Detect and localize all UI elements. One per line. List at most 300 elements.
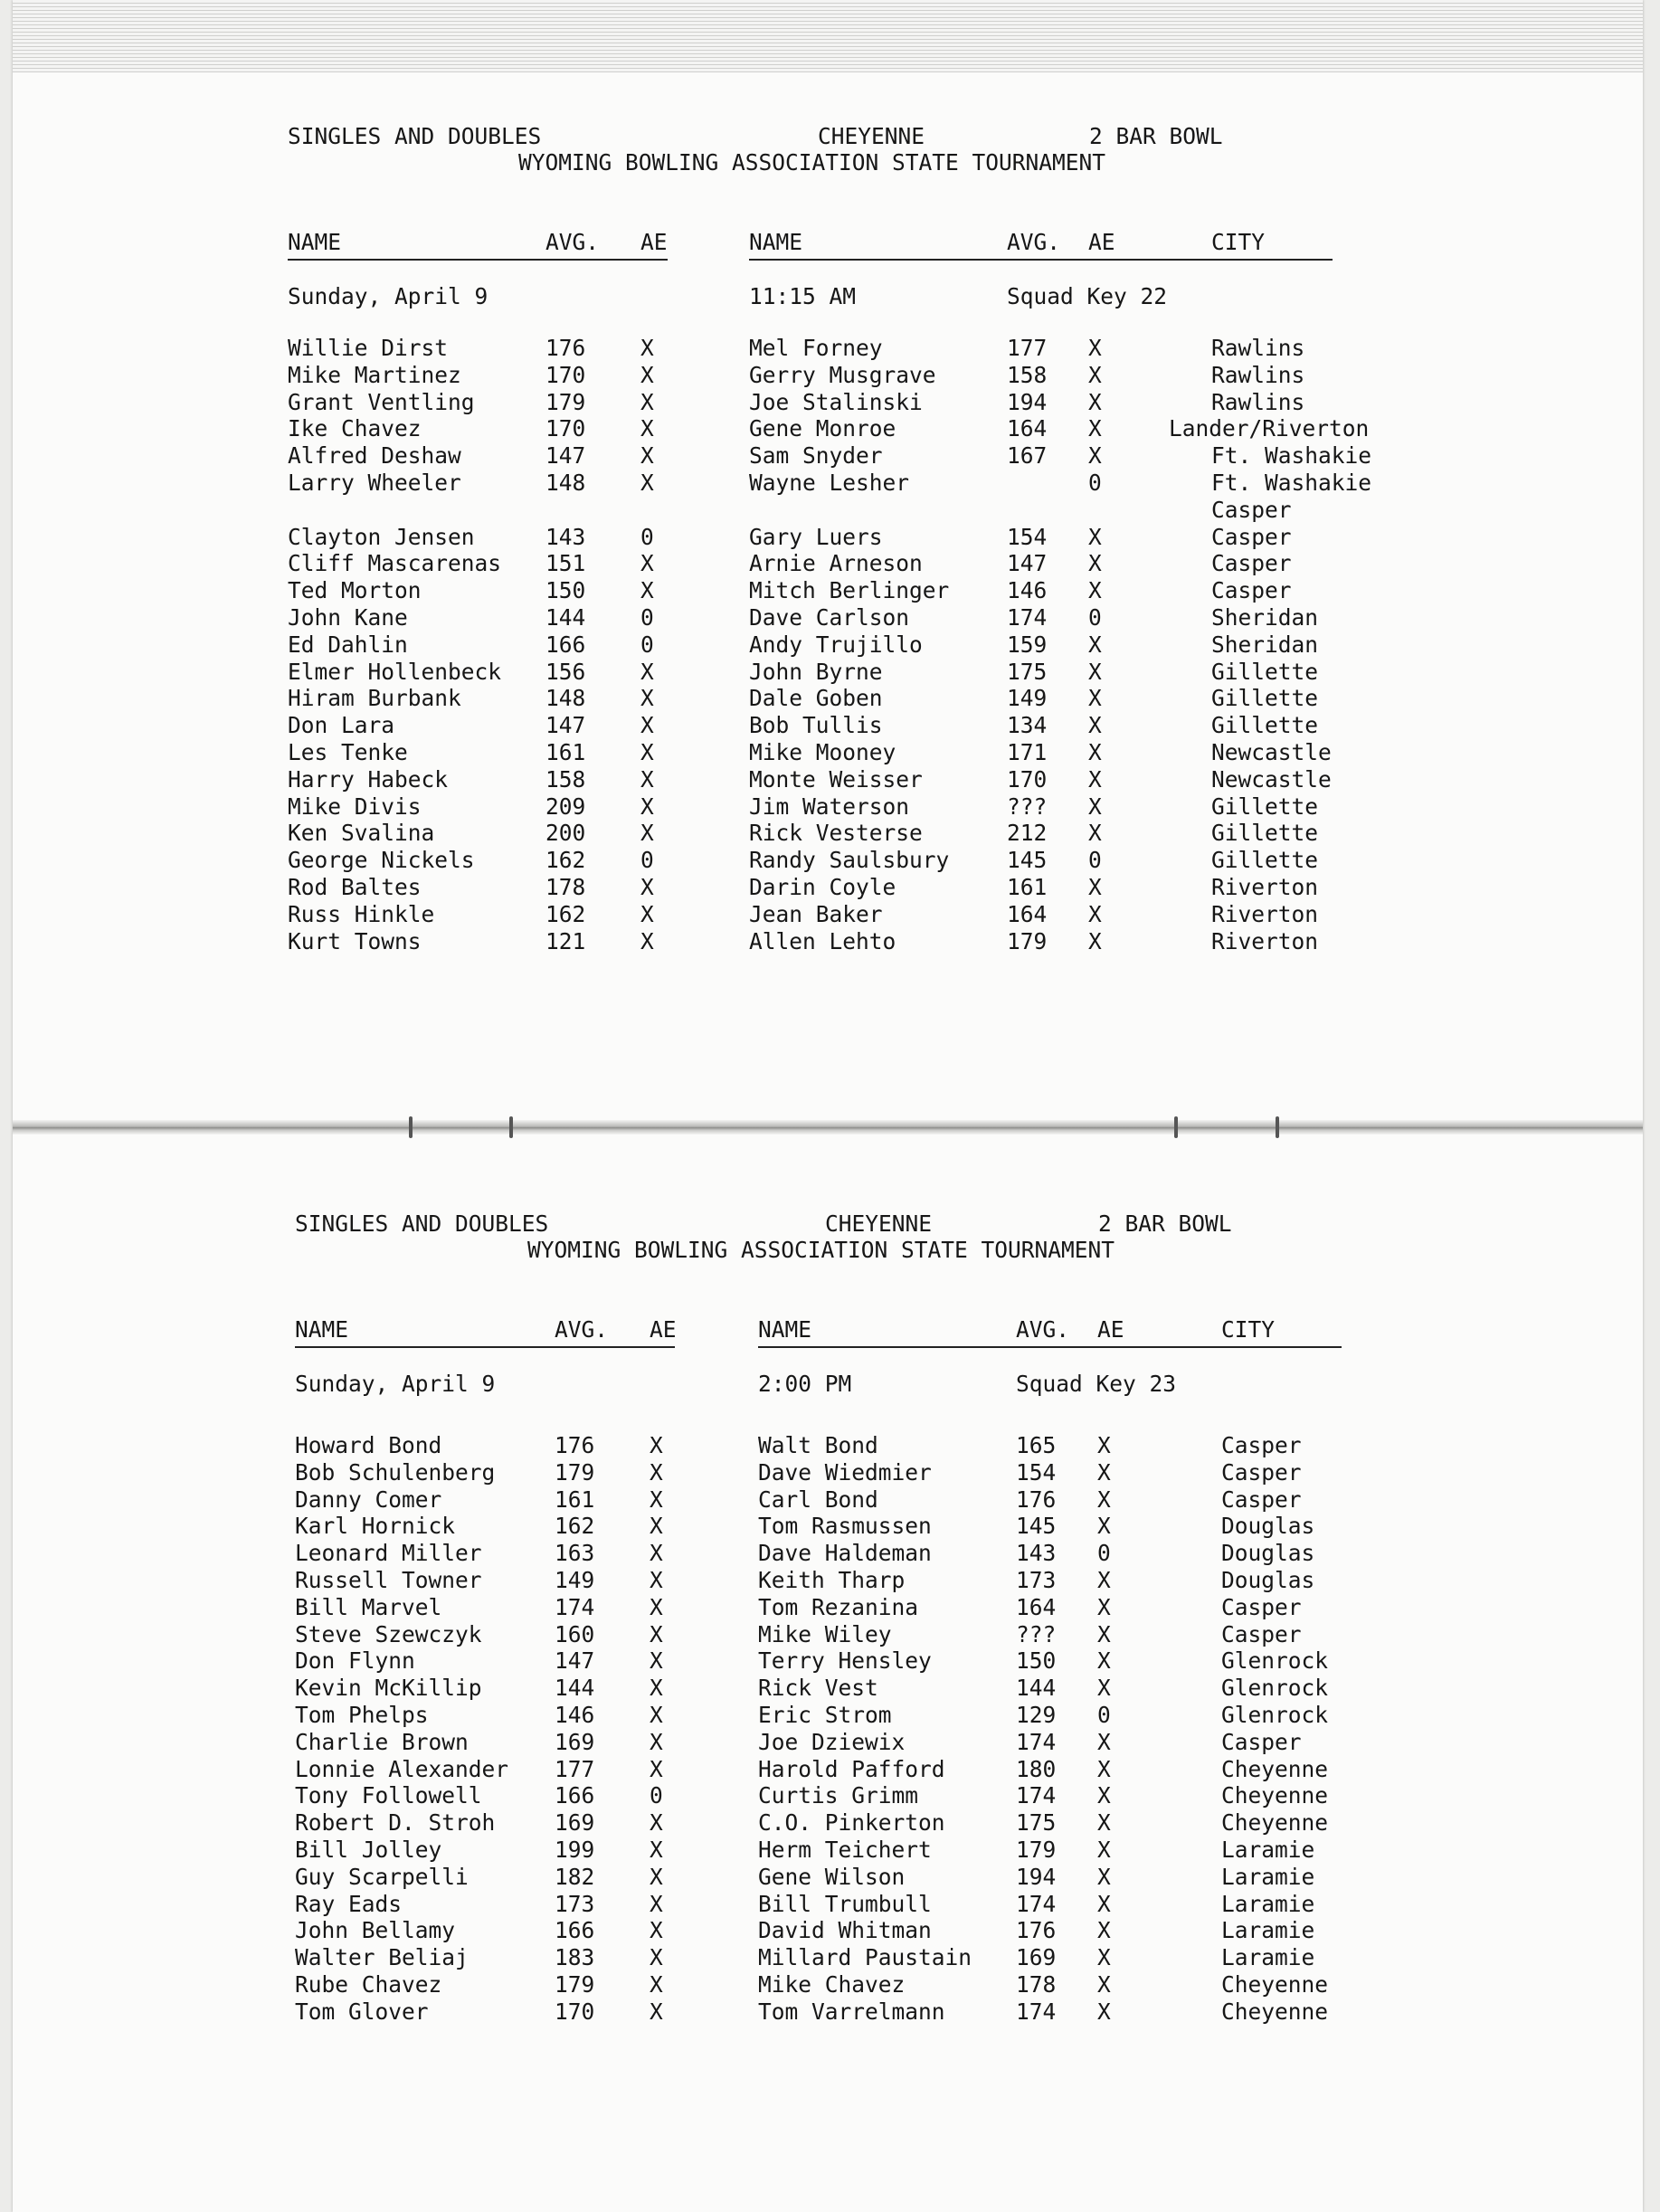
header-subtitle: WYOMING BOWLING ASSOCIATION STATE TOURNAMENT [518, 149, 1106, 176]
partner-average: 164 [1007, 415, 1048, 442]
partner-ae: X [1097, 1890, 1111, 1917]
table-row [0, 389, 1660, 416]
partner-name: Dave Wiedmier [758, 1458, 932, 1486]
squad-key: Squad Key 22 [1007, 283, 1168, 309]
partner-ae: X [1097, 1728, 1111, 1755]
table-row [0, 497, 1660, 524]
partner-average: 159 [1007, 631, 1048, 658]
header-right: 2 BAR BOWL [1089, 123, 1223, 149]
session-time: 2:00 PM [758, 1371, 852, 1397]
bowler-average: 162 [555, 1513, 595, 1540]
city: Lander/Riverton [1169, 415, 1370, 442]
bowler-name: Willie Dirst [288, 335, 449, 361]
partner-average: 179 [1007, 927, 1048, 954]
partner-average: 167 [1007, 442, 1048, 470]
partner-ae: X [1088, 335, 1102, 361]
partner-ae: X [1097, 1593, 1111, 1620]
partner-average: 174 [1007, 604, 1048, 631]
partner-name: Jean Baker [749, 900, 883, 927]
bowler-name: Steve Szewczyk [295, 1620, 482, 1647]
partner-ae: X [1097, 1675, 1111, 1702]
bowler-ae: X [640, 577, 654, 604]
bowler-average: 169 [555, 1809, 595, 1837]
bowler-name: Ray Eads [295, 1890, 403, 1917]
bowler-name: Danny Comer [295, 1486, 442, 1513]
partner-average: 178 [1016, 1971, 1057, 1998]
city: Casper [1221, 1486, 1302, 1513]
city: Gillette [1211, 793, 1319, 820]
bowler-name: Tom Glover [295, 1998, 429, 2025]
bowler-average: 170 [545, 415, 586, 442]
bowler-name: Mike Divis [288, 793, 422, 820]
table-row [0, 1647, 1660, 1675]
bowler-average: 170 [555, 1998, 595, 2025]
partner-average: 154 [1007, 523, 1048, 550]
partner-average: 194 [1016, 1863, 1057, 1890]
center-fold [13, 1120, 1643, 1134]
bowler-ae: X [650, 1675, 663, 1702]
table-row [0, 1837, 1660, 1864]
col-ae-1: AE [640, 229, 668, 255]
bowler-average: 161 [555, 1486, 595, 1513]
bowler-name: Russell Towner [295, 1567, 482, 1593]
table-row [0, 1917, 1660, 1944]
bowler-ae: X [640, 900, 654, 927]
bowler-ae: X [650, 1540, 663, 1567]
table-row [0, 1459, 1660, 1486]
city: Newcastle [1211, 739, 1332, 765]
partner-name: Gary Luers [749, 523, 883, 550]
bowler-ae: X [650, 1486, 663, 1513]
partner-ae: X [1097, 1998, 1111, 2025]
table-row [0, 1944, 1660, 1971]
table-row [0, 685, 1660, 712]
partner-name: Wayne Lesher [749, 470, 910, 496]
bowler-average: 147 [545, 442, 586, 470]
bowler-average: 163 [555, 1540, 595, 1567]
bowler-average: 151 [545, 550, 586, 577]
partner-ae: X [1097, 1432, 1111, 1458]
col-name-2: NAME [758, 1316, 812, 1343]
bowler-name: Hiram Burbank [288, 685, 461, 712]
partner-name: Mitch Berlinger [749, 577, 950, 604]
bowler-ae: 0 [650, 1782, 663, 1809]
partner-ae: X [1088, 712, 1102, 739]
partner-name: Gene Monroe [749, 415, 896, 442]
city: Casper [1211, 577, 1292, 604]
bowler-ae: X [650, 1593, 663, 1620]
bowler-name: Ted Morton [288, 577, 422, 604]
partner-average: 170 [1007, 765, 1048, 793]
partner-ae: X [1088, 577, 1102, 604]
col-name-1: NAME [288, 229, 342, 255]
partner-average: 176 [1016, 1486, 1057, 1513]
table-row [0, 362, 1660, 389]
partner-average: 173 [1016, 1567, 1057, 1593]
bowler-ae: X [640, 685, 654, 712]
partner-ae: X [1088, 658, 1102, 685]
city: Laramie [1221, 1837, 1315, 1863]
partner-name: Sam Snyder [749, 442, 883, 470]
table-row [0, 1729, 1660, 1756]
bowler-ae: X [650, 1890, 663, 1917]
partner-average: 174 [1016, 1890, 1057, 1917]
table-row [0, 766, 1660, 793]
city: Riverton [1211, 900, 1319, 927]
bowler-name: Robert D. Stroh [295, 1809, 496, 1837]
partner-average: 134 [1007, 712, 1048, 739]
partner-average: 176 [1016, 1917, 1057, 1944]
city: Laramie [1221, 1890, 1315, 1917]
partner-ae: X [1097, 1458, 1111, 1486]
bowler-average: 162 [545, 847, 586, 874]
table-row [0, 901, 1660, 928]
header-subtitle: WYOMING BOWLING ASSOCIATION STATE TOURNAMENT [527, 1237, 1115, 1263]
table-row [0, 1998, 1660, 2026]
partner-name: Herm Teichert [758, 1837, 932, 1863]
staple [409, 1116, 413, 1138]
partner-name: Monte Weisser [749, 765, 923, 793]
city: Casper [1221, 1728, 1302, 1755]
bowler-ae: X [650, 1702, 663, 1728]
table-row [0, 1567, 1660, 1594]
table-row [0, 1432, 1660, 1459]
bowler-name: Karl Hornick [295, 1513, 456, 1540]
city: Newcastle [1211, 765, 1332, 793]
partner-ae: X [1097, 1837, 1111, 1863]
city: Rawlins [1211, 361, 1305, 388]
bowler-ae: X [650, 1971, 663, 1998]
table-row [0, 712, 1660, 739]
bowler-ae: 0 [640, 847, 654, 874]
city: Casper [1221, 1593, 1302, 1620]
partner-average: 174 [1016, 1782, 1057, 1809]
city: Glenrock [1221, 1675, 1329, 1702]
partner-ae: X [1088, 388, 1102, 415]
bowler-ae: X [650, 1513, 663, 1540]
bowler-name: Rod Baltes [288, 874, 422, 900]
city: Casper [1211, 496, 1292, 523]
bowler-name: Larry Wheeler [288, 470, 461, 496]
partner-name: David Whitman [758, 1917, 932, 1944]
bowler-name: Russ Hinkle [288, 900, 435, 927]
header-center: CHEYENNE [825, 1210, 933, 1237]
partner-name: Tom Rezanina [758, 1593, 919, 1620]
partner-average: 177 [1007, 335, 1048, 361]
bowler-ae: X [650, 1809, 663, 1837]
bowler-name: George Nickels [288, 847, 475, 874]
bowler-ae: X [650, 1917, 663, 1944]
bowler-average: 177 [555, 1755, 595, 1782]
bowler-average: 179 [555, 1971, 595, 1998]
partner-average: 175 [1007, 658, 1048, 685]
bowler-name: Tom Phelps [295, 1702, 429, 1728]
bowler-name: Charlie Brown [295, 1728, 469, 1755]
partner-average: 129 [1016, 1702, 1057, 1728]
partner-name: C.O. Pinkerton [758, 1809, 945, 1837]
bowler-ae: 0 [640, 604, 654, 631]
partner-name: Eric Strom [758, 1702, 892, 1728]
partner-ae: X [1088, 900, 1102, 927]
city: Casper [1211, 523, 1292, 550]
partner-average: ??? [1007, 793, 1048, 820]
city: Sheridan [1211, 631, 1319, 658]
partner-name: Millard Paustain [758, 1944, 972, 1971]
city: Casper [1221, 1432, 1302, 1458]
bowler-name: John Bellamy [295, 1917, 456, 1944]
bowler-ae: X [640, 712, 654, 739]
partner-ae: X [1088, 442, 1102, 470]
city: Gillette [1211, 712, 1319, 739]
bowler-ae: X [640, 442, 654, 470]
city: Gillette [1211, 847, 1319, 874]
table-row [0, 1971, 1660, 1998]
partner-ae: X [1097, 1782, 1111, 1809]
partner-name: Harold Pafford [758, 1755, 945, 1782]
bowler-average: 179 [555, 1458, 595, 1486]
city: Casper [1221, 1458, 1302, 1486]
bowler-name: Howard Bond [295, 1432, 442, 1458]
col-city: CITY [1221, 1316, 1276, 1343]
table-row [0, 928, 1660, 955]
bowler-average: 161 [545, 739, 586, 765]
staple [1174, 1116, 1178, 1138]
bowler-average: 209 [545, 793, 586, 820]
partner-average: ??? [1016, 1620, 1057, 1647]
table-row [0, 1540, 1660, 1567]
partner-name: Arnie Arneson [749, 550, 923, 577]
partner-average: 150 [1016, 1647, 1057, 1675]
table-row [0, 847, 1660, 874]
header-center: CHEYENNE [818, 123, 925, 149]
partner-average: 180 [1016, 1755, 1057, 1782]
bowler-average: 156 [545, 658, 586, 685]
bowler-ae: X [650, 1647, 663, 1675]
session-date: Sunday, April 9 [288, 283, 489, 309]
partner-ae: X [1088, 550, 1102, 577]
bowler-name: Bob Schulenberg [295, 1458, 496, 1486]
partner-average: 171 [1007, 739, 1048, 765]
city: Cheyenne [1221, 1782, 1329, 1809]
bowler-ae: X [640, 820, 654, 847]
city: Riverton [1211, 874, 1319, 900]
partner-average: 174 [1016, 1728, 1057, 1755]
table-row [0, 335, 1660, 362]
city: Rawlins [1211, 335, 1305, 361]
partner-average: 164 [1016, 1593, 1057, 1620]
partner-average: 169 [1016, 1944, 1057, 1971]
city: Douglas [1221, 1567, 1315, 1593]
bowler-name: Tony Followell [295, 1782, 482, 1809]
table-row [0, 820, 1660, 847]
bowler-average: 160 [555, 1620, 595, 1647]
partner-average: 145 [1007, 847, 1048, 874]
bowler-name: Leonard Miller [295, 1540, 482, 1567]
table-row [0, 659, 1660, 686]
bowler-average: 199 [555, 1837, 595, 1863]
bowler-name: Ike Chavez [288, 415, 422, 442]
col-name-2: NAME [749, 229, 803, 255]
partner-name: Mike Chavez [758, 1971, 906, 1998]
partner-average: 161 [1007, 874, 1048, 900]
partner-ae: X [1088, 415, 1102, 442]
bowler-ae: X [640, 388, 654, 415]
header-right: 2 BAR BOWL [1098, 1210, 1232, 1237]
col-ae-2: AE [1097, 1316, 1124, 1343]
staple [1276, 1116, 1279, 1138]
partner-name: Rick Vest [758, 1675, 878, 1702]
col-avg-1: AVG. [555, 1316, 609, 1343]
col-ae-1: AE [650, 1316, 677, 1343]
partner-name: Mike Wiley [758, 1620, 892, 1647]
partner-name: Andy Trujillo [749, 631, 923, 658]
partner-name: Rick Vesterse [749, 820, 923, 847]
bowler-average: 176 [555, 1432, 595, 1458]
bowler-name: Grant Ventling [288, 388, 475, 415]
partner-ae: X [1097, 1944, 1111, 1971]
partner-name: Bob Tullis [749, 712, 883, 739]
bowler-ae: X [640, 361, 654, 388]
partner-ae: X [1088, 793, 1102, 820]
table-row [0, 739, 1660, 766]
partner-name: Dave Carlson [749, 604, 910, 631]
bowler-average: 183 [555, 1944, 595, 1971]
table-row [0, 1594, 1660, 1621]
col-city: CITY [1211, 229, 1266, 255]
partner-name: Mel Forney [749, 335, 883, 361]
bowler-ae: X [640, 550, 654, 577]
partner-ae: X [1097, 1647, 1111, 1675]
partner-name: Tom Varrelmann [758, 1998, 945, 2025]
bowler-name: Clayton Jensen [288, 523, 475, 550]
city: Laramie [1221, 1917, 1315, 1944]
header-left: SINGLES AND DOUBLES [295, 1210, 549, 1237]
bowler-average: 150 [545, 577, 586, 604]
bowler-average: 173 [555, 1890, 595, 1917]
city: Ft. Washakie [1211, 470, 1372, 496]
city: Cheyenne [1221, 1998, 1329, 2025]
header-underline [749, 259, 1333, 261]
partner-average: 146 [1007, 577, 1048, 604]
partner-ae: X [1097, 1971, 1111, 1998]
partner-name: Joe Dziewix [758, 1728, 906, 1755]
bowler-average: 147 [545, 712, 586, 739]
table-row [0, 1702, 1660, 1729]
bowler-name: Elmer Hollenbeck [288, 658, 502, 685]
city: Riverton [1211, 927, 1319, 954]
session-time: 11:15 AM [749, 283, 857, 309]
bowler-average: 176 [545, 335, 586, 361]
header-underline [758, 1346, 1342, 1348]
squad-key: Squad Key 23 [1016, 1371, 1177, 1397]
partner-name: Curtis Grimm [758, 1782, 919, 1809]
bowler-name: Ed Dahlin [288, 631, 408, 658]
partner-ae: X [1097, 1486, 1111, 1513]
table-row [0, 874, 1660, 901]
partner-average: 194 [1007, 388, 1048, 415]
table-row [0, 415, 1660, 442]
table-row [0, 1809, 1660, 1837]
city: Gillette [1211, 820, 1319, 847]
partner-name: Carl Bond [758, 1486, 878, 1513]
partner-ae: 0 [1088, 470, 1102, 496]
partner-name: Joe Stalinski [749, 388, 923, 415]
partner-average: 212 [1007, 820, 1048, 847]
bowler-average: 144 [555, 1675, 595, 1702]
partner-average: 145 [1016, 1513, 1057, 1540]
city: Cheyenne [1221, 1971, 1329, 1998]
bowler-name: Alfred Deshaw [288, 442, 461, 470]
partner-ae: X [1097, 1755, 1111, 1782]
partner-ae: X [1097, 1513, 1111, 1540]
bowler-average: 166 [555, 1782, 595, 1809]
bowler-name: Walter Beliaj [295, 1944, 469, 1971]
bowler-average: 149 [555, 1567, 595, 1593]
partner-average: 164 [1007, 900, 1048, 927]
partner-average: 144 [1016, 1675, 1057, 1702]
bowler-average: 143 [545, 523, 586, 550]
header-underline [288, 259, 668, 261]
table-row [0, 1621, 1660, 1648]
partner-name: Tom Rasmussen [758, 1513, 932, 1540]
partner-name: Allen Lehto [749, 927, 896, 954]
bowler-ae: X [650, 1755, 663, 1782]
bowler-name: Harry Habeck [288, 765, 449, 793]
bowler-name: Don Flynn [295, 1647, 415, 1675]
partner-ae: 0 [1088, 847, 1102, 874]
partner-ae: X [1088, 765, 1102, 793]
bowler-average: 121 [545, 927, 586, 954]
table-row [0, 631, 1660, 659]
partner-name: John Byrne [749, 658, 883, 685]
city: Cheyenne [1221, 1755, 1329, 1782]
col-name-1: NAME [295, 1316, 349, 1343]
bowler-average: 174 [555, 1593, 595, 1620]
partner-name: Darin Coyle [749, 874, 896, 900]
table-row [0, 577, 1660, 604]
partner-average: 147 [1007, 550, 1048, 577]
partner-ae: X [1097, 1917, 1111, 1944]
bowler-ae: X [640, 927, 654, 954]
bowler-name: Kevin McKillip [295, 1675, 482, 1702]
table-row [0, 1891, 1660, 1918]
partner-average: 175 [1016, 1809, 1057, 1837]
partner-ae: X [1088, 874, 1102, 900]
header-underline [295, 1346, 675, 1348]
bowler-average: 182 [555, 1863, 595, 1890]
table-row [0, 793, 1660, 821]
partner-average: 154 [1016, 1458, 1057, 1486]
bowler-average: 170 [545, 361, 586, 388]
staple [509, 1116, 513, 1138]
bowler-ae: X [650, 1728, 663, 1755]
partner-name: Walt Bond [758, 1432, 878, 1458]
bowler-ae: X [650, 1998, 663, 2025]
table-row [0, 1782, 1660, 1809]
bowler-ae: X [650, 1837, 663, 1863]
partner-average: 158 [1007, 361, 1048, 388]
partner-name: Bill Trumbull [758, 1890, 932, 1917]
bowler-ae: X [640, 765, 654, 793]
bowler-average: 146 [555, 1702, 595, 1728]
partner-average: 143 [1016, 1540, 1057, 1567]
partner-ae: 0 [1097, 1702, 1111, 1728]
bowler-name: Lonnie Alexander [295, 1755, 509, 1782]
bowler-average: 169 [555, 1728, 595, 1755]
table-row [0, 1675, 1660, 1702]
city: Sheridan [1211, 604, 1319, 631]
bowler-ae: X [650, 1863, 663, 1890]
